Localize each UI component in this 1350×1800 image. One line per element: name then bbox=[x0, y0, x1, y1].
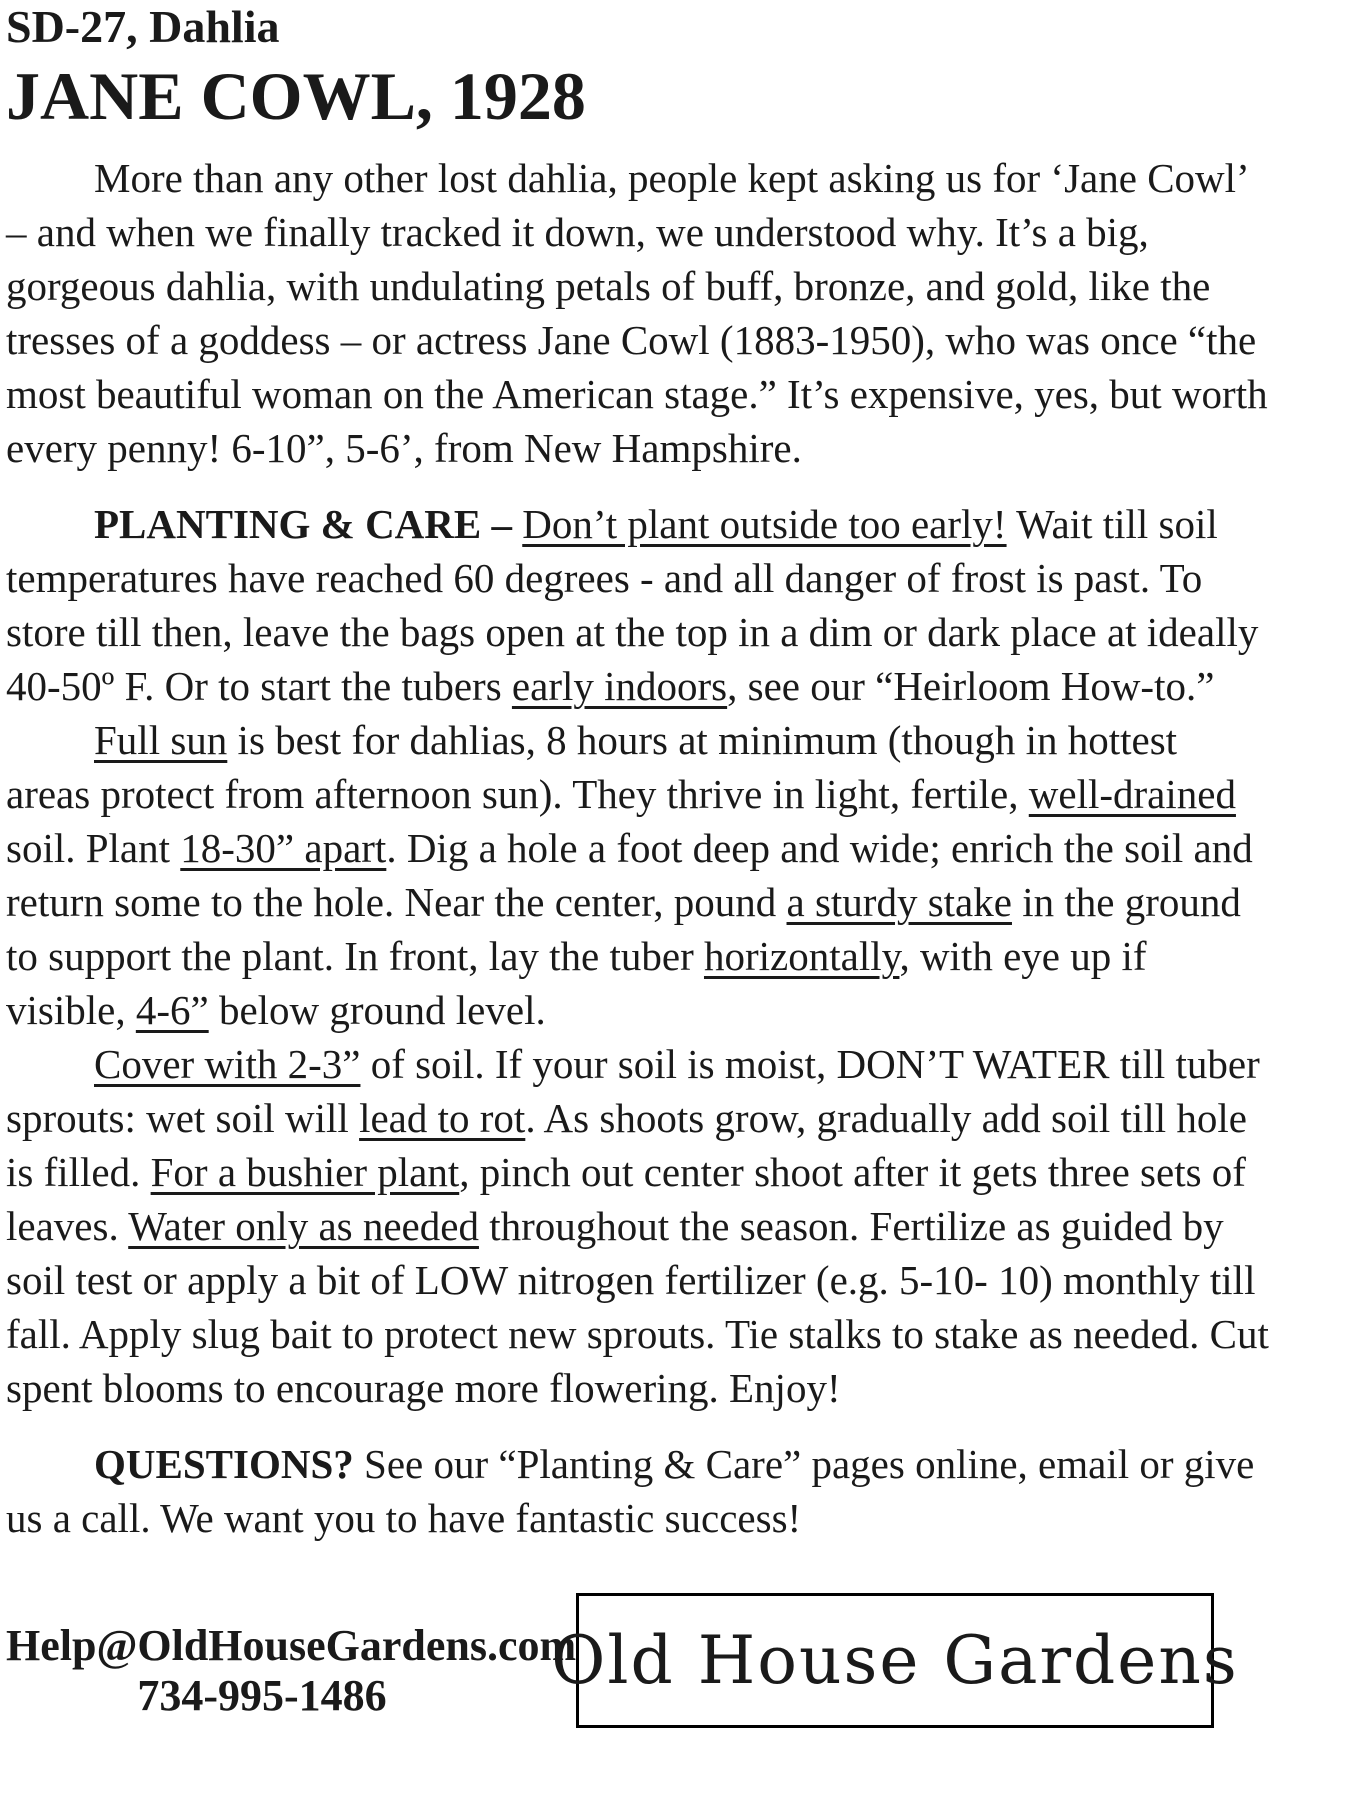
underline-water-as-needed: Water only as needed bbox=[128, 1203, 479, 1249]
underline-lead-to-rot: lead to rot bbox=[359, 1095, 526, 1141]
body-text: below ground level. bbox=[208, 987, 546, 1033]
body-text: of soil. If your soil is moist, DON’T WATER till tuber sprouts: wet soil will bbox=[6, 1041, 1260, 1141]
underline-plant-spacing: 18-30” apart bbox=[180, 825, 387, 871]
body-text: . As shoots grow, gradually add soil till hole is filled. bbox=[6, 1095, 1247, 1195]
underline-full-sun: Full sun bbox=[94, 717, 228, 763]
body-text: soil. Plant bbox=[6, 825, 181, 871]
catalog-code: SD-27, Dahlia bbox=[6, 1, 280, 52]
questions-heading: QUESTIONS? bbox=[94, 1441, 354, 1487]
planting-care-paragraph bbox=[6, 497, 1270, 713]
body-text: See our “Planting & Care” pages online, email or give us a call. We want you to have fantastic success! bbox=[6, 1441, 1255, 1541]
contact-email: Help@OldHouseGardens.com bbox=[6, 1621, 577, 1670]
body-text: . Dig a hole a foot deep and wide; enrich the soil and return some to the hole. Near the center, pound bbox=[6, 825, 1253, 925]
underline-bushier-plant: For a bushier plant bbox=[150, 1149, 460, 1195]
underline-horizontally: horizontally bbox=[703, 933, 900, 979]
watering-paragraph bbox=[6, 1037, 1270, 1415]
body-text: , pinch out center shoot after it gets three sets of leaves. bbox=[6, 1149, 1246, 1249]
body-text: throughout the season. Fertilize as guided by soil test or apply a bit of LOW nitrogen fertilizer (e.g. 5-10- 10) monthly till fall. Apply slug bait to protect new sprouts. Tie stalks to stake as needed. Cut spent blooms to encourage more flowering. Enjoy! bbox=[6, 1203, 1269, 1411]
underline-dont-plant-early: Don’t plant outside too early! bbox=[522, 501, 1007, 547]
underline-cover-soil: Cover with 2-3” bbox=[94, 1041, 361, 1087]
underline-well-drained: well-drained bbox=[1028, 771, 1236, 817]
planting-care-heading: PLANTING & CARE – bbox=[94, 501, 523, 547]
body-text: is best for dahlias, 8 hours at minimum (though in hottest areas protect from afternoon sun). They thrive in light, fertile, bbox=[6, 717, 1178, 817]
underline-planting-depth: 4-6” bbox=[135, 987, 209, 1033]
page-title: JANE COWL, 1928 bbox=[6, 58, 586, 134]
intro-paragraph bbox=[6, 151, 1270, 475]
body-text: , with eye up if visible, bbox=[6, 933, 1147, 1033]
questions-paragraph bbox=[6, 1437, 1270, 1545]
body-text: Wait till soil temperatures have reached 60 degrees - and all danger of frost is past. To store till then, leave the bags open at the top in a dim or dark place at ideally 40-50º F. Or to start the tubers bbox=[6, 501, 1259, 709]
footer bbox=[6, 1593, 1270, 1728]
contact-phone: 734-995-1486 bbox=[137, 1671, 387, 1720]
body-text: in the ground to support the plant. In front, lay the tuber bbox=[6, 879, 1241, 979]
body-text: , see our “Heirloom How-to.” bbox=[727, 663, 1215, 709]
body-text: More than any other lost dahlia, people kept asking us for ‘Jane Cowl’ – and when we finally tracked it down, we understood why. It’s a big, gorgeous dahlia, with undulating petals of buff, bronze, and gold, like the tresses of a goddess – or actress Jane Cowl (1883-1950), who was once “the most beautiful woman on the American stage.” It’s expensive, yes, but worth every penny! 6-10”, 5-6’, from New Hampshire. bbox=[6, 155, 1268, 471]
underline-early-indoors: early indoors bbox=[511, 663, 728, 709]
logo-text: Old House Gardens bbox=[551, 1622, 1239, 1699]
sun-soil-paragraph bbox=[6, 713, 1270, 1037]
underline-sturdy-stake: a sturdy stake bbox=[786, 879, 1012, 925]
contact-block bbox=[6, 1621, 577, 1721]
logo-box bbox=[551, 1593, 1239, 1728]
